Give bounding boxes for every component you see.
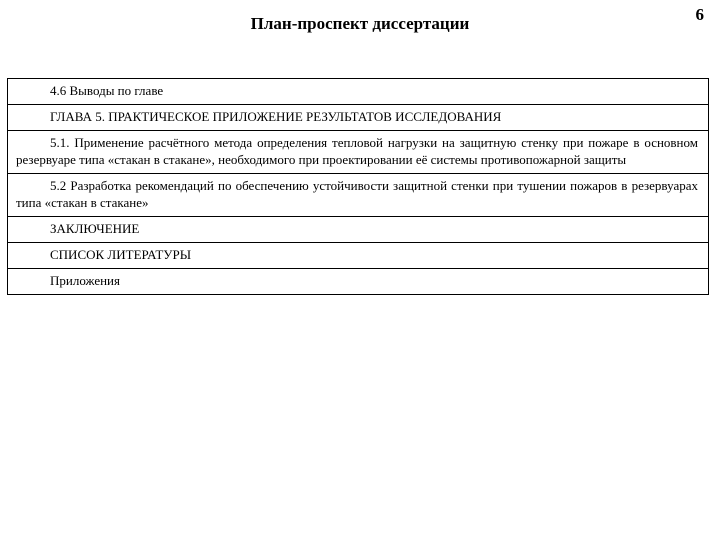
page-number: 6: [695, 5, 704, 24]
outline-row-4-6-conclusions: 4.6 Выводы по главе: [50, 83, 164, 98]
outline-row-references: СПИСОК ЛИТЕРАТУРЫ: [8, 242, 708, 268]
outline-row-appendices: Приложения: [8, 268, 708, 294]
outline-row-chapter-5: ГЛАВА 5. ПРАКТИЧЕСКОЕ ПРИЛОЖЕНИЕ РЕЗУЛЬТАТОВ ИССЛЕДОВАНИЯ: [8, 104, 708, 130]
outline-row-conclusion: ЗАКЛЮЧЕНИЕ: [8, 216, 708, 242]
outline-table: [7, 78, 709, 295]
page-title: План-проспект диссертации: [250, 14, 470, 33]
outline-row-5-2: 5.2 Разработка рекомендаций по обеспечению устойчивости защитной стенки при тушении пожаров в резервуарах типа «стакан в стакане»: [8, 173, 708, 216]
outline-row-5-1: 5.1. Применение расчётного метода определения тепловой нагрузки на защитную стенку при пожаре в основном резервуаре типа «стакан в стакане», необходимого при проектировании её системы противопожарной защиты: [8, 130, 708, 173]
